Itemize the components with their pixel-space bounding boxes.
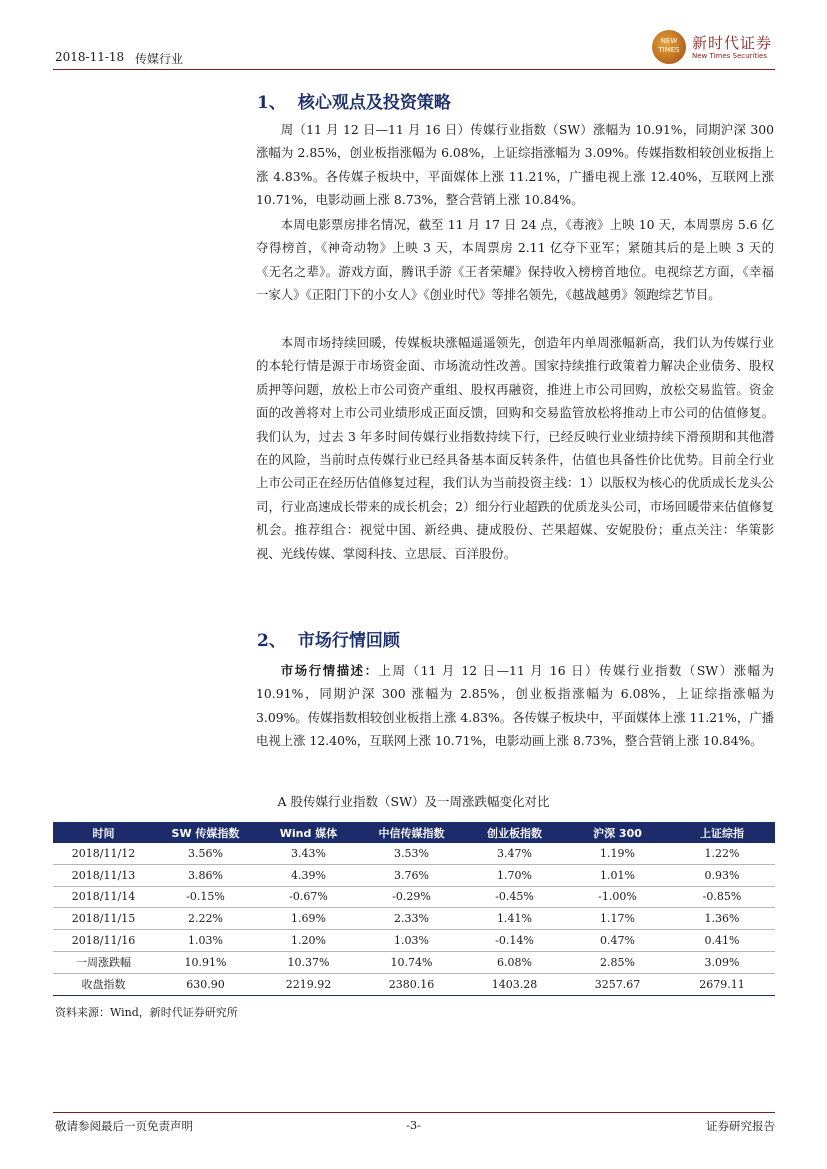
- table-row: [53, 843, 775, 864]
- table-cell: 0.93%: [669, 864, 775, 886]
- column-header: 沪深 300: [566, 822, 669, 843]
- section-1-paragraph: 本周电影票房排名情况，截至 11 月 17 日 24 点，《毒液》上映 10 天，本周票房 5.6 亿夺得榜首，《神奇动物》上映 3 天，本周票房 2.11 亿夺下亚军；紧随其后的是上映 3 天的《无名之辈》。游戏方面，腾讯手游《王者荣耀》保持收入榜榜首地位。电视综艺方面，《幸福一家人》《正阳门下的小女人》《创业时代》等排名领先，《越战越勇》领跑综艺节目。: [256, 217, 774, 303]
- table-cell: 2380.16: [360, 973, 463, 995]
- table-cell: 6.08%: [463, 951, 566, 973]
- column-header: SW 传媒指数: [154, 822, 257, 843]
- table-cell: 4.39%: [257, 864, 360, 886]
- table-cell: 2018/11/14: [53, 886, 154, 908]
- table-cell: -0.15%: [154, 886, 257, 908]
- table-cell: 1.22%: [669, 843, 775, 864]
- table-cell: 2.22%: [154, 908, 257, 930]
- logo-badge-line-1: NEW: [660, 37, 678, 45]
- logo-name-en: New Times Securities: [692, 52, 767, 60]
- table-cell: 收盘指数: [53, 973, 154, 995]
- table-cell: 1.03%: [360, 930, 463, 952]
- table-cell: 3.76%: [360, 864, 463, 886]
- table-row: [53, 886, 775, 908]
- table-title: A 股传媒行业指数（SW）及一周涨跌幅变化对比: [277, 794, 550, 809]
- table-cell: 1.01%: [566, 864, 669, 886]
- table-cell: 10.37%: [257, 951, 360, 973]
- page-number: -3-: [405, 1118, 422, 1132]
- table-cell: 10.91%: [154, 951, 257, 973]
- table-cell: 3.53%: [360, 843, 463, 864]
- table-cell: -0.85%: [669, 886, 775, 908]
- section-1-paragraph: 周（11 月 12 日—11 月 16 日）传媒行业指数（SW）涨幅为 10.91%，同期沪深 300 涨幅为 2.85%，创业板指涨幅为 6.08%，上证综指涨幅为 3.09%。传媒指数相较创业板指上涨 4.83%。各传媒子板块中，平面媒体上涨 11.21%，广播电视上涨 12.40%，互联网上涨 10.71%，电影动画上涨 8.73%，整合营销上涨 10.84%。: [256, 122, 774, 208]
- table-cell: 3.43%: [257, 843, 360, 864]
- table-cell: 0.41%: [669, 930, 775, 952]
- section-1-number: 1、: [257, 93, 286, 113]
- table-cell: -0.14%: [463, 930, 566, 952]
- table-row: [53, 930, 775, 952]
- table-cell: 1.03%: [154, 930, 257, 952]
- section-1-heading: [257, 88, 451, 113]
- column-header: 上证综指: [669, 822, 775, 843]
- table-cell: 3.09%: [669, 951, 775, 973]
- section-1-title: 核心观点及投资策略: [297, 93, 451, 113]
- column-header: 时间: [53, 822, 154, 843]
- table-cell: 10.74%: [360, 951, 463, 973]
- report-date: 2018-11-18: [55, 50, 125, 64]
- table-cell: 1.20%: [257, 930, 360, 952]
- table-cell: 2679.11: [669, 973, 775, 995]
- industry-label: 传媒行业: [135, 52, 184, 66]
- table-cell: 1.69%: [257, 908, 360, 930]
- table-cell: -0.67%: [257, 886, 360, 908]
- table-cell: 3.47%: [463, 843, 566, 864]
- disclaimer-note: 敬请参阅最后一页免责声明: [55, 1119, 193, 1133]
- index-comparison-table: [53, 822, 775, 996]
- table-row: [53, 973, 775, 995]
- table-cell: 1403.28: [463, 973, 566, 995]
- section-2-heading: [257, 626, 400, 651]
- table-header-row: [53, 822, 775, 843]
- table-cell: -0.45%: [463, 886, 566, 908]
- footer-divider: [53, 1112, 775, 1113]
- table-cell: 2018/11/12: [53, 843, 154, 864]
- table-row: [53, 908, 775, 930]
- table-cell: -0.29%: [360, 886, 463, 908]
- section-2-lead-label: 市场行情描述：: [280, 663, 379, 678]
- table-cell: 1.19%: [566, 843, 669, 864]
- logo-badge: [652, 30, 686, 64]
- table-cell: 2.85%: [566, 951, 669, 973]
- column-header: 中信传媒指数: [360, 822, 463, 843]
- section-1-paragraph: 本周市场持续回暖，传媒板块涨幅遥遥领先，创造年内单周涨幅新高，我们认为传媒行业的本轮行情是源于市场资金面、市场流动性改善。国家持续推行政策着力解决企业债务、股权质押等问题，放松上市公司资产重组、股权再融资，推进上市公司回购，放松交易监管。资金面的改善将对上市公司业绩形成正面反馈，回购和交易监管放松将推动上市公司的估值修复。我们认为，过去 3 年多时间传媒行业指数持续下行，已经反映行业业绩持续下滑预期和其他潜在的风险，当前时点传媒行业已经具备基本面反转条件，估值也具备性价比优势。目前全行业上市公司正在经历估值修复过程，我们认为当前投资主线：1）以版权为核心的优质成长龙头公司，行业高速成长带来的成长机会；2）细分行业超跌的优质龙头公司，市场回暖带来估值修复机会。推荐组合：视觉中国、新经典、捷成股份、芒果超媒、安妮股份；重点关注：华策影视、光线传媒、掌阅科技、立思辰、百洋股份。: [256, 335, 774, 561]
- report-type: 证券研究报告: [706, 1119, 775, 1133]
- section-2-title: 市场行情回顾: [297, 631, 400, 651]
- table-cell: -1.00%: [566, 886, 669, 908]
- section-2-lead-text: 上周（11 月 12 日—11 月 16 日）传媒行业指数（SW）涨幅为 10.91%，同期沪深 300 涨幅为 2.85%，创业板指涨幅为 6.08%，上证综指涨幅为 3.09%。传媒指数相较创业板指上涨 4.83%。各传媒子板块中，平面媒体上涨 11.21%，广播电视上涨 12.40%，互联网上涨 10.71%，电影动画上涨 8.73%，整合营销上涨 10.84%。: [256, 663, 775, 749]
- table-cell: 1.41%: [463, 908, 566, 930]
- table-cell: 3.56%: [154, 843, 257, 864]
- section-2-paragraph: [256, 659, 774, 753]
- table-row: [53, 864, 775, 886]
- column-header: Wind 媒体: [257, 822, 360, 843]
- table-source-note: 资料来源：Wind，新时代证券研究所: [55, 1006, 238, 1019]
- table-cell: 1.36%: [669, 908, 775, 930]
- section-2-number: 2、: [257, 631, 286, 651]
- table-cell: 2.33%: [360, 908, 463, 930]
- table-cell: 1.70%: [463, 864, 566, 886]
- table-cell: 0.47%: [566, 930, 669, 952]
- logo-name-cn: 新时代证券: [692, 34, 773, 52]
- column-header: 创业板指数: [463, 822, 566, 843]
- table-cell: 2018/11/16: [53, 930, 154, 952]
- table-cell: 630.90: [154, 973, 257, 995]
- table-cell: 2018/11/15: [53, 908, 154, 930]
- table-cell: 一周涨跌幅: [53, 951, 154, 973]
- table-cell: 2018/11/13: [53, 864, 154, 886]
- table-cell: 1.17%: [566, 908, 669, 930]
- table-row: [53, 951, 775, 973]
- table-cell: 2219.92: [257, 973, 360, 995]
- logo-badge-line-2: TIMES: [658, 46, 680, 54]
- header-divider: [53, 69, 775, 70]
- company-logo: [652, 30, 782, 66]
- table-cell: 3257.67: [566, 973, 669, 995]
- table-cell: 3.86%: [154, 864, 257, 886]
